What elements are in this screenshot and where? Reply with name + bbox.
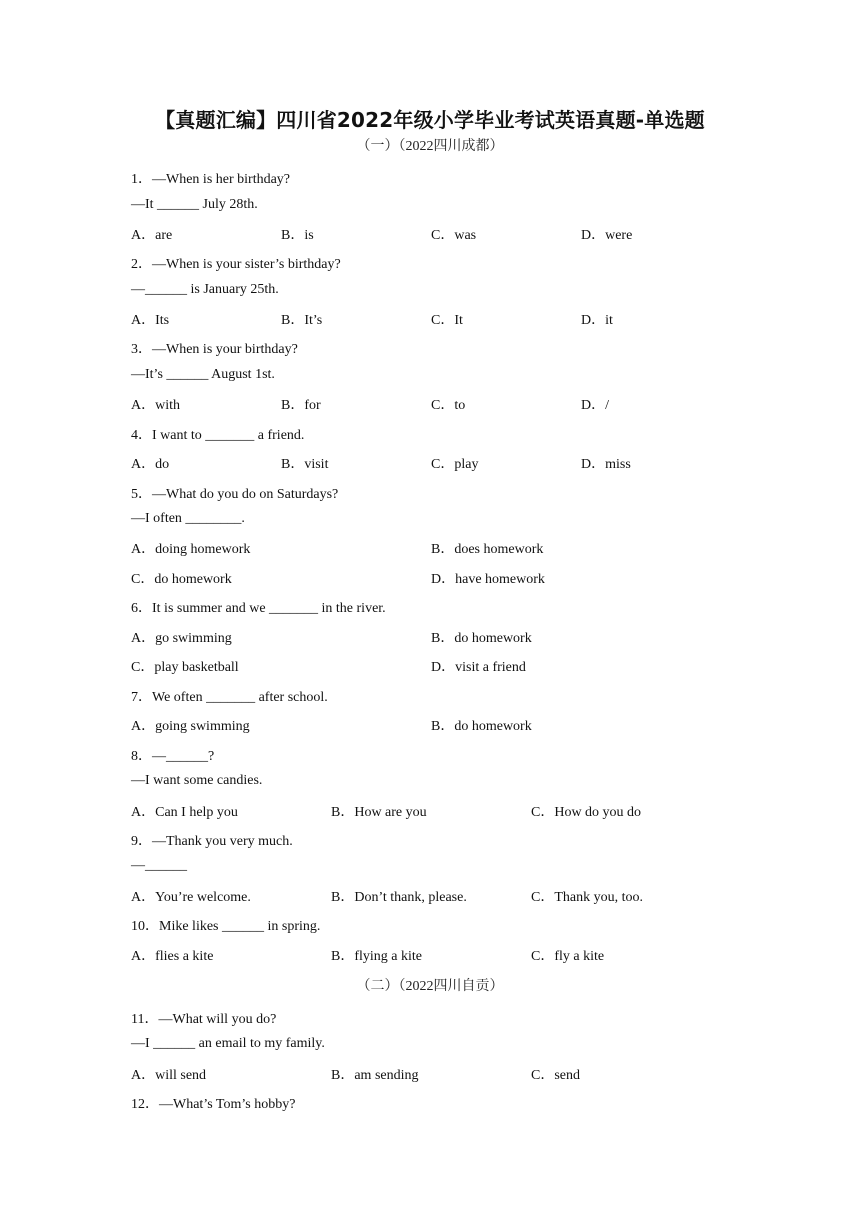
option-b[interactable]: B．Don’t thank, please.	[331, 890, 467, 905]
option-c[interactable]: C．Thank you, too.	[531, 890, 643, 905]
option-a[interactable]: A．Can I help you	[131, 805, 238, 820]
option-b[interactable]: B．for	[281, 398, 321, 413]
question-6-stem: 6．It is summer and we _______ in the river.	[131, 601, 386, 616]
section-heading-1: （一）（2022四川成都）	[356, 139, 504, 154]
option-d[interactable]: D．it	[581, 313, 613, 328]
option-d[interactable]: D．visit a friend	[431, 660, 526, 675]
question-7-stem: 7．We often _______ after school.	[131, 690, 328, 705]
question-5-stem: 5．—What do you do on Saturdays?	[131, 487, 339, 502]
option-a[interactable]: A．do	[131, 457, 170, 472]
question-5-line2: —I often ________.	[131, 511, 245, 526]
question-2-line2: —______ is January 25th.	[131, 282, 279, 297]
option-d[interactable]: D．were	[581, 228, 633, 243]
question-3-stem: 3．—When is your birthday?	[131, 342, 298, 357]
option-c[interactable]: C．play basketball	[131, 660, 239, 675]
question-10-stem: 10．Mike likes ______ in spring.	[131, 919, 321, 934]
option-b[interactable]: B．does homework	[431, 542, 544, 557]
question-2-stem: 2．—When is your sister’s birthday?	[131, 257, 341, 272]
option-b[interactable]: B．do homework	[431, 631, 532, 646]
document-title: 【真题汇编】四川省2022年级小学毕业考试英语真题-单选题	[155, 108, 705, 132]
option-a[interactable]: A．with	[131, 398, 180, 413]
option-c[interactable]: C．to	[431, 398, 466, 413]
section-heading-2: （二）（2022四川自贡）	[356, 979, 504, 994]
option-c[interactable]: C．It	[431, 313, 463, 328]
option-b[interactable]: B．visit	[281, 457, 329, 472]
option-b[interactable]: B．How are you	[331, 805, 427, 820]
question-9-line2: —______	[131, 858, 187, 873]
question-1-stem: 1．—When is her birthday?	[131, 172, 291, 187]
option-b[interactable]: B．is	[281, 228, 314, 243]
option-b[interactable]: B．do homework	[431, 719, 532, 734]
question-11-line2: —I ______ an email to my family.	[131, 1036, 325, 1051]
option-a[interactable]: A．are	[131, 228, 173, 243]
option-b[interactable]: B．am sending	[331, 1068, 419, 1083]
option-a[interactable]: A．go swimming	[131, 631, 232, 646]
option-a[interactable]: A．doing homework	[131, 542, 251, 557]
question-3-line2: —It’s ______ August 1st.	[131, 367, 275, 382]
option-b[interactable]: B．It’s	[281, 313, 323, 328]
question-12-stem: 12．—What’s Tom’s hobby?	[131, 1097, 296, 1112]
option-a[interactable]: A．flies a kite	[131, 949, 214, 964]
option-c[interactable]: C．play	[431, 457, 479, 472]
option-a[interactable]: A．going swimming	[131, 719, 250, 734]
question-11-stem: 11．—What will you do?	[131, 1012, 277, 1027]
option-b[interactable]: B．flying a kite	[331, 949, 422, 964]
question-1-line2: —It ______ July 28th.	[131, 197, 258, 212]
option-d[interactable]: D．miss	[581, 457, 631, 472]
option-a[interactable]: A．Its	[131, 313, 170, 328]
option-d[interactable]: D．/	[581, 398, 609, 413]
option-c[interactable]: C．How do you do	[531, 805, 642, 820]
question-8-line2: —I want some candies.	[131, 773, 263, 788]
option-a[interactable]: A．You’re welcome.	[131, 890, 251, 905]
question-9-stem: 9．—Thank you very much.	[131, 834, 293, 849]
option-c[interactable]: C．send	[531, 1068, 580, 1083]
option-a[interactable]: A．will send	[131, 1068, 207, 1083]
option-c[interactable]: C．do homework	[131, 572, 232, 587]
option-c[interactable]: C．fly a kite	[531, 949, 605, 964]
option-c[interactable]: C．was	[431, 228, 477, 243]
option-d[interactable]: D．have homework	[431, 572, 545, 587]
question-8-stem: 8．—______?	[131, 749, 215, 764]
question-4-stem: 4．I want to _______ a friend.	[131, 428, 305, 443]
